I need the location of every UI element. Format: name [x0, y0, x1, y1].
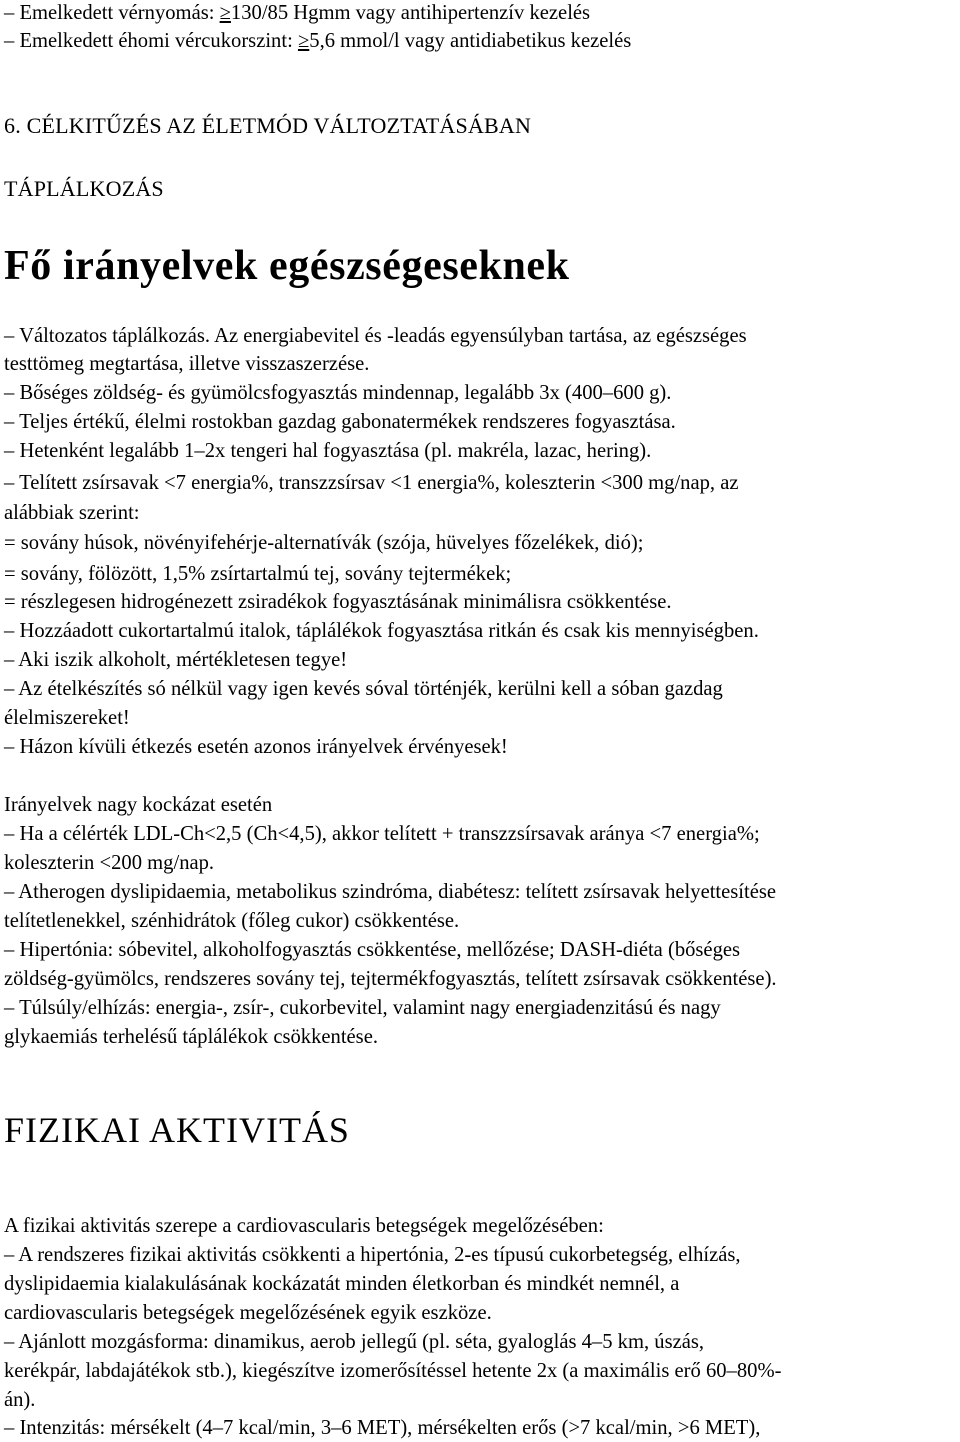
top-line-1-text: – Emelkedett vérnyomás: — [4, 2, 220, 24]
body-line: – Telített zsírsavak <7 energia%, transzzsírsav <1 energia%, koleszterin <300 mg/nap, az — [4, 472, 739, 494]
physical-heading: FIZIKAI AKTIVITÁS — [4, 1110, 350, 1150]
body-line: = sovány húsok, növényifehérje-alternatívák (szója, hüvelyes főzelékek, dió); — [4, 532, 644, 554]
body-line: telítetlenekkel, szénhidrátok (főleg cukor) csökkentése. — [4, 910, 460, 932]
top-line-2-value: 5,6 mmol/l vagy antidiabetikus kezelés — [309, 30, 632, 52]
section-title: 6. CÉLKITŰZÉS AZ ÉLETMÓD VÁLTOZTATÁSÁBAN — [4, 113, 532, 138]
body-line: – Ajánlott mozgásforma: dinamikus, aerob jellegű (pl. séta, gyaloglás 4–5 km, úszás, — [4, 1331, 705, 1353]
body-line: – Hozzáadott cukortartalmú italok, táplálékok fogyasztása ritkán és csak kis mennyiségben. — [4, 620, 759, 642]
body-line: – Intenzitás: mérsékelt (4–7 kcal/min, 3–6 MET), mérsékelten erős (>7 kcal/min, >6 MET), — [4, 1417, 761, 1439]
top-line-2 — [4, 28, 631, 54]
body-line: alábbiak szerint: — [4, 502, 140, 524]
geq-symbol: ≥ — [297, 30, 310, 52]
body-line: – Ha a célérték LDL-Ch<2,5 (Ch<4,5), akkor telített + transzzsírsavak aránya <7 energia%; — [4, 823, 760, 845]
physical-intro: A fizikai aktivitás szerepe a cardiovascularis betegségek megelőzésében: — [4, 1215, 604, 1237]
body-line: – Hipertónia: sóbevitel, alkoholfogyasztás csökkentése, mellőzése; DASH-diéta (bőséges — [4, 939, 741, 961]
body-line: = részlegesen hidrogénezett zsiradékok fogyasztásának minimálisra csökkentése. — [4, 591, 672, 613]
body-line: – Bőséges zöldség- és gyümölcsfogyasztás mindennap, legalább 3x (400–600 g). — [4, 382, 672, 404]
body-line: – Aki iszik alkoholt, mértékletesen tegye! — [4, 649, 348, 671]
body-line: testtömeg megtartása, illetve visszaszerzése. — [4, 353, 370, 375]
body-line: kerékpár, labdajátékok stb.), kiegészítve izomerősítéssel hetente 2x (a maximális erő 60–80%- — [4, 1360, 782, 1382]
top-line-1 — [4, 0, 590, 26]
top-line-1-value: 130/85 Hgmm vagy antihipertenzív kezelés — [230, 2, 591, 24]
body-line: cardiovascularis betegségek megelőzésének egyik eszköze. — [4, 1302, 492, 1324]
body-line: – Teljes értékű, élelmi rostokban gazdag gabonatermékek rendszeres fogyasztása. — [4, 411, 676, 433]
body-line: – Változatos táplálkozás. Az energiabevitel és -leadás egyensúlyban tartása, az egészséges — [4, 325, 747, 347]
body-line: – Hetenként legalább 1–2x tengeri hal fogyasztása (pl. makréla, lazac, hering). — [4, 440, 652, 462]
body-line: – Házon kívüli étkezés esetén azonos irányelvek érvényesek! — [4, 736, 508, 758]
body-line: – Túlsúly/elhízás: energia-, zsír-, cukorbevitel, valamint nagy energiadenzitású és nagy — [4, 997, 721, 1019]
geq-symbol: ≥ — [219, 2, 231, 24]
section-subtitle: TÁPLÁLKOZÁS — [4, 176, 164, 201]
body-line: koleszterin <200 mg/nap. — [4, 852, 215, 874]
main-heading: Fő irányelvek egészségeseknek — [4, 243, 570, 289]
body-line: glykaemiás terhelésű táplálékok csökkentése. — [4, 1026, 378, 1048]
body-line: án). — [4, 1389, 36, 1411]
body-line: élelmiszereket! — [4, 707, 130, 729]
body-line: – Az ételkészítés só nélkül vagy igen kevés sóval történjék, kerülni kell a sóban gazdag — [4, 678, 723, 700]
body-line: – A rendszeres fizikai aktivitás csökkenti a hipertónia, 2-es típusú cukorbetegség, elhízás, — [4, 1244, 741, 1266]
body-line: – Atherogen dyslipidaemia, metabolikus szindróma, diabétesz: telített zsírsavak helyettesítése — [4, 881, 777, 903]
subsection-title: Irányelvek nagy kockázat esetén — [4, 794, 273, 816]
body-line: = sovány, fölözött, 1,5% zsírtartalmú tej, sovány tejtermékek; — [4, 563, 512, 585]
top-line-2-text: – Emelkedett éhomi vércukorszint: — [4, 30, 298, 52]
body-line: zöldség-gyümölcs, rendszeres sovány tej, tejtermékfogyasztás, telített zsírsavak csökkentése). — [4, 968, 777, 990]
body-line: dyslipidaemia kialakulásának kockázatát minden életkorban és mindkét nemnél, a — [4, 1273, 680, 1295]
